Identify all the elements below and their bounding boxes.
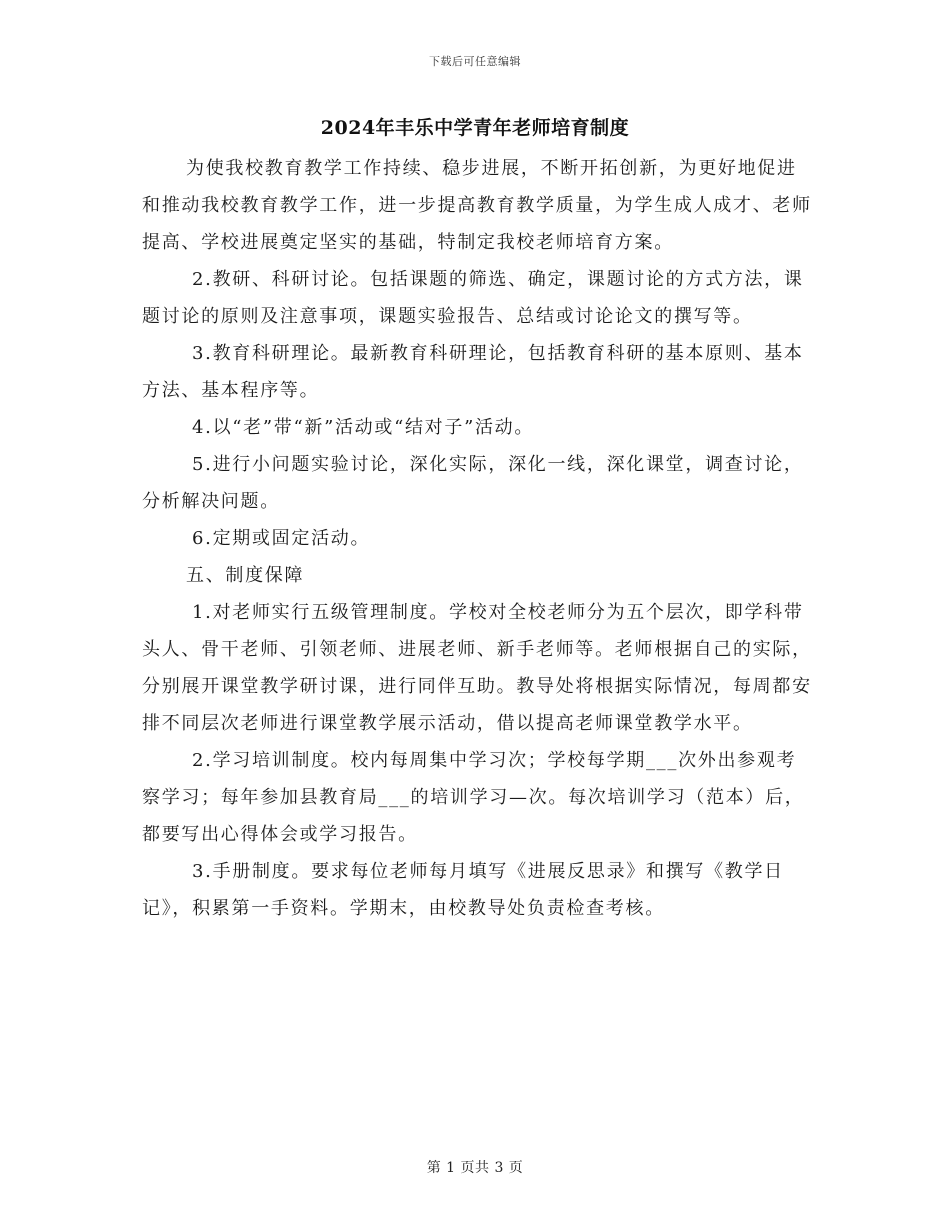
intro-paragraph: 为使我校教育教学工作持续、稳步进展，不断开拓创新，为更好地促进和推动我校教育教学工作，进一步提高教育教学质量，为学生成人成才、老师提高、学校进展奠定坚实的基础，特制定我校老师培育方案。 [142,158,812,253]
paragraph-rule-1: 1.对老师实行五级管理制度。学校对全校老师分为五个层次，即学科带头人、骨干老师、引领老师、进展老师、新手老师等。老师根据自己的实际，分别展开课堂教学研讨课，进行同伴互助。教导处将根据实际情况，每周都安排不同层次老师进行课堂教学展示活动，借以提高老师课堂教学水平。 [142,602,812,734]
paragraph-item-5: 5.进行小问题实验讨论，深化实际，深化一线，深化课堂，调查讨论，分析解决问题。 [142,454,804,512]
document-title: 2024年丰乐中学青年老师培育制度 [320,117,630,139]
page-number: 第 1 页共 3 页 [426,1160,524,1176]
paragraph-item-3: 3.教育科研理论。最新教育科研理论，包括教育科研的基本原则、基本方法、基本程序等。 [142,343,804,401]
document-body [142,150,814,927]
paragraph-rule-2: 2.学习培训制度。校内每周集中学习次；学校每学期___次外出参观考察学习；每年参加县教育局___的培训学习—次。每次培训学习（范本）后，都要写出心得体会或学习报告。 [142,750,805,845]
paragraph-rule-3: 3.手册制度。要求每位老师每月填写《进展反思录》和撰写《教学日记》，积累第一手资料。学期末，由校教导处负责检查考核。 [142,861,784,919]
section-heading-5: 五、制度保障 [186,565,305,586]
paragraph-item-2: 2.教研、科研讨论。包括课题的筛选、确定，课题讨论的方式方法，课题讨论的原则及注意事项，课题实验报告、总结或讨论论文的撰写等。 [142,269,804,327]
paragraph-item-4: 4.以“老”带“新”活动或“结对子”活动。 [192,417,535,438]
page-header-note: 下载后可任意编辑 [429,55,521,68]
paragraph-item-6: 6.定期或固定活动。 [192,528,371,549]
